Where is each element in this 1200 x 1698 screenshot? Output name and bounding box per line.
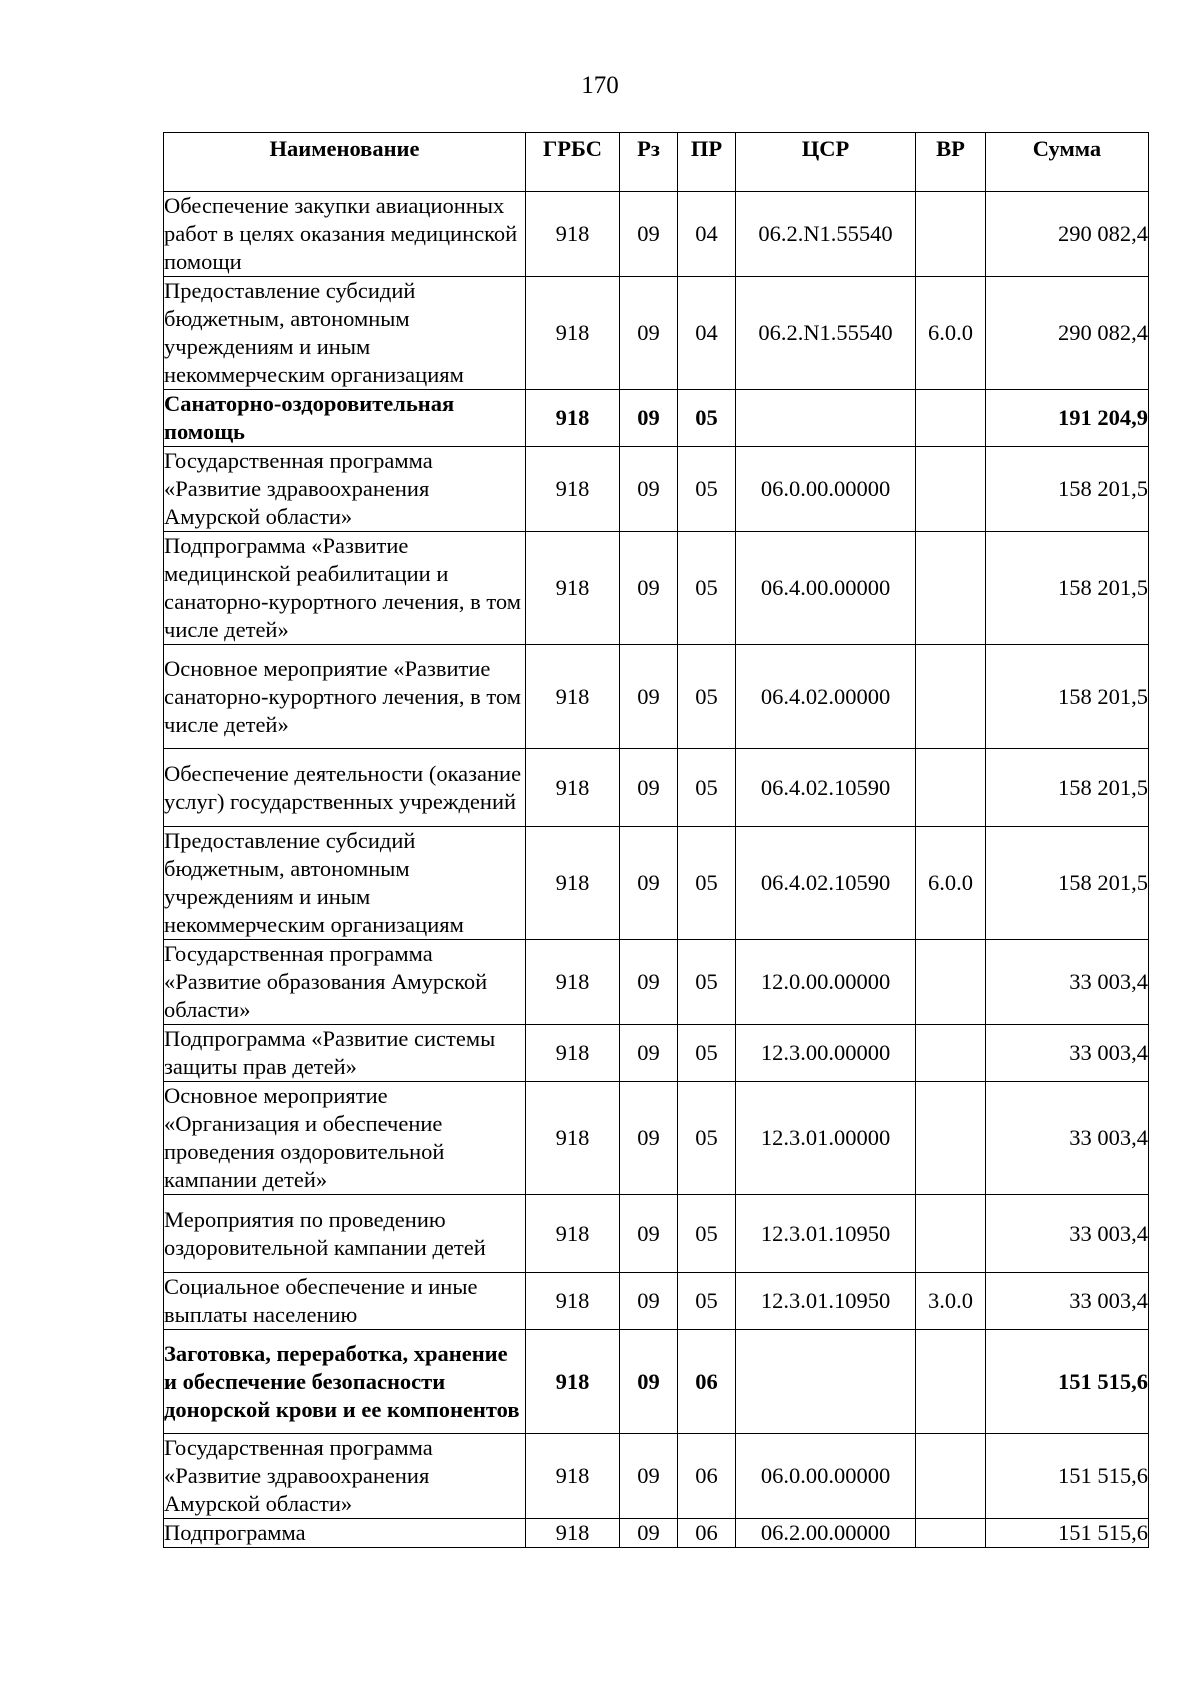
row-vr-cell xyxy=(916,749,986,827)
header-sum: Сумма xyxy=(986,133,1149,192)
header-rz: Рз xyxy=(620,133,678,192)
row-name-cell: Санаторно-оздоровительная помощь xyxy=(164,390,526,447)
row-vr-cell xyxy=(916,1082,986,1195)
row-vr-cell xyxy=(916,645,986,749)
row-rz-cell: 09 xyxy=(620,1082,678,1195)
row-sum-cell: 33 003,4 xyxy=(986,1025,1149,1082)
row-vr-cell xyxy=(916,940,986,1025)
row-pr-cell: 05 xyxy=(678,1195,736,1273)
row-vr-cell xyxy=(916,1195,986,1273)
row-vr-cell: 3.0.0 xyxy=(916,1273,986,1330)
row-rz-cell: 09 xyxy=(620,1025,678,1082)
row-grbs-cell: 918 xyxy=(526,645,620,749)
row-name-cell: Государственная программа «Развитие образования Амурской области» xyxy=(164,940,526,1025)
row-vr-cell xyxy=(916,532,986,645)
row-name-cell: Заготовка, переработка, хранение и обеспечение безопасности донорской крови и ее компонентов xyxy=(164,1330,526,1434)
row-rz-cell: 09 xyxy=(620,1195,678,1273)
row-csr-cell xyxy=(736,390,916,447)
row-grbs-cell: 918 xyxy=(526,192,620,277)
row-csr-cell: 06.2.00.00000 xyxy=(736,1519,916,1548)
row-vr-cell xyxy=(916,447,986,532)
row-name-cell: Подпрограмма xyxy=(164,1519,526,1548)
row-pr-cell: 05 xyxy=(678,390,736,447)
row-pr-cell: 05 xyxy=(678,447,736,532)
header-name: Наименование xyxy=(164,133,526,192)
row-rz-cell: 09 xyxy=(620,532,678,645)
header-csr: ЦСР xyxy=(736,133,916,192)
row-grbs-cell: 918 xyxy=(526,1273,620,1330)
row-name-cell: Основное мероприятие «Организация и обеспечение проведения оздоровительной кампании детей» xyxy=(164,1082,526,1195)
table-row xyxy=(164,192,1149,277)
row-pr-cell: 05 xyxy=(678,827,736,940)
table-row xyxy=(164,390,1149,447)
table-row xyxy=(164,1273,1149,1330)
row-pr-cell: 05 xyxy=(678,940,736,1025)
row-sum-cell: 158 201,5 xyxy=(986,447,1149,532)
table-header-row xyxy=(164,133,1149,192)
row-pr-cell: 05 xyxy=(678,1082,736,1195)
row-rz-cell: 09 xyxy=(620,447,678,532)
row-sum-cell: 158 201,5 xyxy=(986,827,1149,940)
row-name-cell: Основное мероприятие «Развитие санаторно-курортного лечения, в том числе детей» xyxy=(164,645,526,749)
row-csr-cell: 12.0.00.00000 xyxy=(736,940,916,1025)
row-sum-cell: 151 515,6 xyxy=(986,1434,1149,1519)
table-row xyxy=(164,1434,1149,1519)
row-grbs-cell: 918 xyxy=(526,447,620,532)
row-csr-cell: 06.0.00.00000 xyxy=(736,447,916,532)
row-rz-cell: 09 xyxy=(620,1434,678,1519)
row-grbs-cell: 918 xyxy=(526,277,620,390)
row-grbs-cell: 918 xyxy=(526,1519,620,1548)
row-sum-cell: 158 201,5 xyxy=(986,645,1149,749)
row-name-cell: Государственная программа «Развитие здравоохранения Амурской области» xyxy=(164,1434,526,1519)
header-grbs: ГРБС xyxy=(526,133,620,192)
row-grbs-cell: 918 xyxy=(526,1025,620,1082)
row-grbs-cell: 918 xyxy=(526,1082,620,1195)
row-vr-cell: 6.0.0 xyxy=(916,277,986,390)
budget-table xyxy=(163,132,1149,1548)
row-name-cell: Мероприятия по проведению оздоровительной кампании детей xyxy=(164,1195,526,1273)
row-name-cell: Социальное обеспечение и иные выплаты населению xyxy=(164,1273,526,1330)
row-sum-cell: 290 082,4 xyxy=(986,277,1149,390)
header-vr: ВР xyxy=(916,133,986,192)
row-csr-cell: 06.2.N1.55540 xyxy=(736,277,916,390)
row-vr-cell xyxy=(916,192,986,277)
row-rz-cell: 09 xyxy=(620,940,678,1025)
row-pr-cell: 06 xyxy=(678,1330,736,1434)
row-sum-cell: 151 515,6 xyxy=(986,1330,1149,1434)
row-csr-cell: 06.4.02.10590 xyxy=(736,827,916,940)
row-sum-cell: 33 003,4 xyxy=(986,940,1149,1025)
row-csr-cell: 12.3.00.00000 xyxy=(736,1025,916,1082)
row-sum-cell: 33 003,4 xyxy=(986,1195,1149,1273)
table-row xyxy=(164,1519,1149,1548)
row-pr-cell: 04 xyxy=(678,277,736,390)
row-pr-cell: 04 xyxy=(678,192,736,277)
table-row xyxy=(164,1195,1149,1273)
row-grbs-cell: 918 xyxy=(526,1195,620,1273)
row-grbs-cell: 918 xyxy=(526,749,620,827)
row-sum-cell: 158 201,5 xyxy=(986,532,1149,645)
table-row xyxy=(164,749,1149,827)
row-pr-cell: 06 xyxy=(678,1519,736,1548)
table-row xyxy=(164,447,1149,532)
row-csr-cell xyxy=(736,1330,916,1434)
header-pr: ПР xyxy=(678,133,736,192)
row-grbs-cell: 918 xyxy=(526,827,620,940)
table-row xyxy=(164,277,1149,390)
row-pr-cell: 05 xyxy=(678,532,736,645)
row-csr-cell: 12.3.01.10950 xyxy=(736,1195,916,1273)
row-name-cell: Подпрограмма «Развитие системы защиты прав детей» xyxy=(164,1025,526,1082)
row-grbs-cell: 918 xyxy=(526,940,620,1025)
row-name-cell: Предоставление субсидий бюджетным, автономным учреждениям и иным некоммерческим организациям xyxy=(164,277,526,390)
table-row xyxy=(164,1082,1149,1195)
row-grbs-cell: 918 xyxy=(526,390,620,447)
row-sum-cell: 33 003,4 xyxy=(986,1273,1149,1330)
page-number: 170 xyxy=(581,72,619,99)
row-grbs-cell: 918 xyxy=(526,532,620,645)
table-row xyxy=(164,1330,1149,1434)
row-sum-cell: 158 201,5 xyxy=(986,749,1149,827)
row-csr-cell: 12.3.01.00000 xyxy=(736,1082,916,1195)
row-vr-cell xyxy=(916,1519,986,1548)
row-csr-cell: 06.2.N1.55540 xyxy=(736,192,916,277)
row-sum-cell: 290 082,4 xyxy=(986,192,1149,277)
row-csr-cell: 06.4.00.00000 xyxy=(736,532,916,645)
row-rz-cell: 09 xyxy=(620,277,678,390)
row-vr-cell: 6.0.0 xyxy=(916,827,986,940)
row-grbs-cell: 918 xyxy=(526,1434,620,1519)
row-pr-cell: 06 xyxy=(678,1434,736,1519)
table-row xyxy=(164,1025,1149,1082)
row-sum-cell: 151 515,6 xyxy=(986,1519,1149,1548)
row-name-cell: Предоставление субсидий бюджетным, автономным учреждениям и иным некоммерческим организациям xyxy=(164,827,526,940)
row-pr-cell: 05 xyxy=(678,1273,736,1330)
row-rz-cell: 09 xyxy=(620,1273,678,1330)
row-csr-cell: 12.3.01.10950 xyxy=(736,1273,916,1330)
row-name-cell: Обеспечение деятельности (оказание услуг) государственных учреждений xyxy=(164,749,526,827)
row-vr-cell xyxy=(916,1330,986,1434)
row-name-cell: Государственная программа «Развитие здравоохранения Амурской области» xyxy=(164,447,526,532)
row-vr-cell xyxy=(916,390,986,447)
row-pr-cell: 05 xyxy=(678,749,736,827)
table-row xyxy=(164,532,1149,645)
row-vr-cell xyxy=(916,1025,986,1082)
row-rz-cell: 09 xyxy=(620,827,678,940)
table-row xyxy=(164,827,1149,940)
row-grbs-cell: 918 xyxy=(526,1330,620,1434)
row-name-cell: Обеспечение закупки авиационных работ в целях оказания медицинской помощи xyxy=(164,192,526,277)
row-rz-cell: 09 xyxy=(620,192,678,277)
row-sum-cell: 191 204,9 xyxy=(986,390,1149,447)
row-csr-cell: 06.0.00.00000 xyxy=(736,1434,916,1519)
row-vr-cell xyxy=(916,1434,986,1519)
row-name-cell: Подпрограмма «Развитие медицинской реабилитации и санаторно-курортного лечения, в том числе детей» xyxy=(164,532,526,645)
row-pr-cell: 05 xyxy=(678,1025,736,1082)
row-rz-cell: 09 xyxy=(620,390,678,447)
row-sum-cell: 33 003,4 xyxy=(986,1082,1149,1195)
row-csr-cell: 06.4.02.10590 xyxy=(736,749,916,827)
table-row xyxy=(164,645,1149,749)
row-rz-cell: 09 xyxy=(620,645,678,749)
row-csr-cell: 06.4.02.00000 xyxy=(736,645,916,749)
table-row xyxy=(164,940,1149,1025)
row-rz-cell: 09 xyxy=(620,1330,678,1434)
row-rz-cell: 09 xyxy=(620,749,678,827)
row-rz-cell: 09 xyxy=(620,1519,678,1548)
row-pr-cell: 05 xyxy=(678,645,736,749)
